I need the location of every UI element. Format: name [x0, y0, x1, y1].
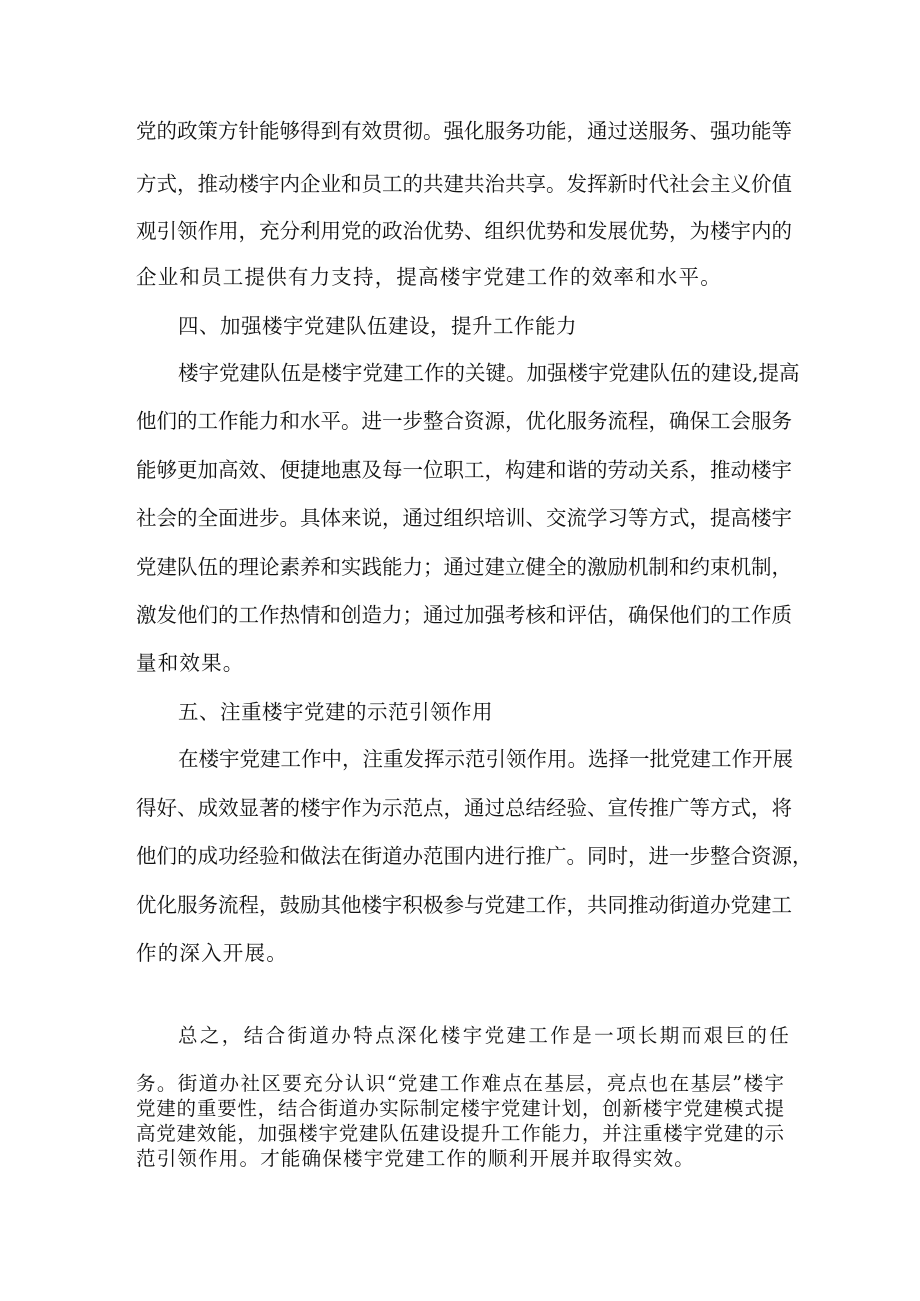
paragraph-line: 楼宇党建队伍是楼宇党建工作的关键。加强楼宇党建队伍的建设,提高 [178, 361, 800, 385]
paragraph-line: 观引领作用，充分利用党的政治优势、组织优势和发展优势，为楼宇内的 [136, 219, 792, 243]
paragraph-line: 党的政策方针能够得到有效贯彻。强化服务功能，通过送服务、强功能等 [136, 119, 792, 143]
paragraph-line: 社会的全面进步。具体来说，通过组织培训、交流学习等方式，提高楼宇 [136, 506, 792, 530]
paragraph-line: 得好、成效显著的楼宇作为示范点，通过总结经验、宣传推广等方式，将 [136, 796, 792, 820]
section-heading-5: 五、注重楼宇党建的示范引领作用 [178, 700, 493, 724]
paragraph-line: 党建队伍的理论素养和实践能力；通过建立健全的激励机制和约束机制， [136, 555, 792, 579]
paragraph-line: 他们的成功经验和做法在街道办范围内进行推广。同时，进一步整合资源， [136, 844, 813, 868]
paragraph-line: 作的深入开展。 [136, 941, 288, 965]
section-heading-4: 四、加强楼宇党建队伍建设，提升工作能力 [178, 314, 577, 338]
paragraph-line: 他们的工作能力和水平。进一步整合资源，优化服务流程，确保工会服务 [136, 409, 792, 433]
paragraph-line: 优化服务流程，鼓励其他楼宇积极参与党建工作，共同推动街道办党建工 [136, 893, 792, 917]
paragraph-line: 方式，推动楼宇内企业和员工的共建共治共享。发挥新时代社会主义价值 [136, 172, 792, 196]
paragraph-line: 激发他们的工作热情和创造力；通过加强考核和评估，确保他们的工作质 [136, 603, 792, 627]
paragraph-line: 量和效果。 [136, 651, 245, 675]
paragraph-line: 高党建效能，加强楼宇党建队伍建设提升工作能力，并注重楼宇党建的示 [136, 1122, 784, 1145]
paragraph-line: 范引领作用。才能确保楼宇党建工作的顺利开展并取得实效。 [136, 1147, 695, 1170]
paragraph-line: 能够更加高效、便捷地惠及每一位职工，构建和谐的劳动关系，推动楼宇 [136, 458, 792, 482]
paragraph-line: 企业和员工提供有力支持，提高楼宇党建工作的效率和水平。 [136, 265, 722, 289]
paragraph-line: 党建的重要性，结合街道办实际制定楼宇党建计划，创新楼宇党建模式提 [136, 1097, 784, 1120]
paragraph-line: 务。街道办社区要充分认识“党建工作难点在基层，亮点也在基层”楼宇 [136, 1072, 784, 1095]
paragraph-line: 总之，结合街道办特点深化楼宇党建工作是一项长期而艰巨的任 [178, 1024, 792, 1047]
paragraph-line: 在楼宇党建工作中，注重发挥示范引领作用。选择一批党建工作开展 [178, 747, 793, 771]
